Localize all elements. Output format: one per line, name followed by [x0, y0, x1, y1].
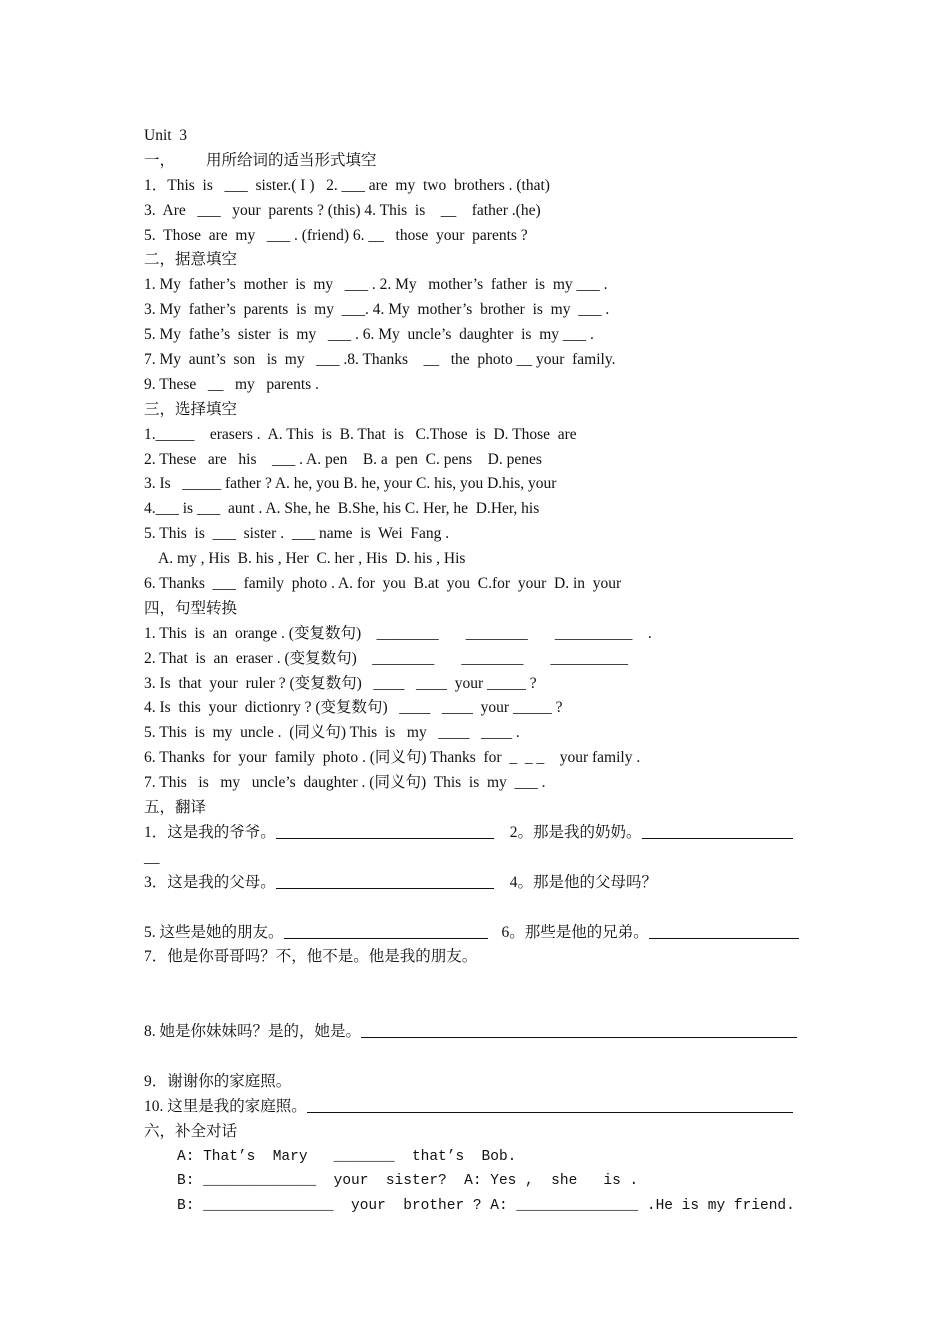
translation-question: 10. 这里是我的家庭照。 — [144, 1097, 307, 1115]
section-2-line: 3. My father’s parents is my ___. 4. My mother’s brother is my ___ . — [144, 301, 610, 319]
section-3-options: A. my , His B. his , Her C. her , His D. his , His — [158, 550, 466, 568]
dialogue-line: B: _______________ your brother ? A: ______________ .He is my friend. — [177, 1198, 795, 1215]
section-3-line: 1._____ erasers . A. This is B. That is C.Those is D. Those are — [144, 425, 577, 443]
section-4-line: 5. This is my uncle . (同义句) This is my ____ ____ . — [144, 724, 520, 742]
answer-blank — [284, 921, 488, 939]
dialogue-line: B: _____________ your sister? A: Yes , she is . — [177, 1173, 639, 1190]
answer-blank — [307, 1095, 793, 1113]
section-1-line: 5. Those are my ___ . (friend) 6. __ those your parents ? — [144, 226, 528, 244]
section-3-line: 2. These are his ___ . A. pen B. a pen C. pens D. penes — [144, 450, 542, 468]
section-2-line: 7. My aunt’s son is my ___ .8. Thanks __ the photo __ your family. — [144, 351, 616, 369]
answer-blank-overflow: __ — [144, 848, 160, 866]
section-4-line: 2. That is an eraser . (变复数句) ________ ________ __________ — [144, 649, 629, 667]
answer-blank — [642, 821, 793, 839]
translation-question: 8. 她是你妹妹吗？是的，她是。 — [144, 1023, 362, 1041]
translation-row-5 — [144, 1095, 808, 1120]
section-4-line: 7. This is my uncle’s daughter . (同义句) This is my ___ . — [144, 774, 546, 792]
translation-row-2 — [144, 871, 808, 896]
section-3-line: 4.___ is ___ aunt . A. She, he B.She, his C. Her, he D.Her, his — [144, 500, 540, 518]
answer-blank — [361, 1020, 797, 1038]
translation-question: 6。那些是他的兄弟。 — [501, 923, 649, 941]
translation-question: 7．他是你哥哥吗？不，他不是。他是我的朋友。 — [144, 948, 478, 966]
section-5-heading: 五，翻译 — [144, 799, 207, 817]
translation-question: 1．这是我的爷爷。 — [144, 823, 276, 841]
section-3-line: 3. Is _____ father ? A. he, you B. he, your C. his, you D.his, your — [144, 475, 557, 493]
section-1-line: 3. Are ___ your parents ? (this) 4. This is __ father .(he) — [144, 201, 541, 219]
answer-blank — [649, 921, 799, 939]
dialogue-line: A: That’s Mary _______ that’s Bob. — [177, 1148, 517, 1165]
section-3-heading: 三，选择填空 — [144, 400, 238, 418]
section-4-line: 4. Is this your dictionry ? (变复数句) ____ ____ your _____ ? — [144, 699, 563, 717]
section-2-line: 9. These __ my parents . — [144, 375, 319, 393]
answer-blank — [276, 821, 494, 839]
section-3-line: 5. This is ___ sister . ___ name is Wei Fang . — [144, 525, 450, 543]
worksheet-page — [144, 124, 808, 1219]
translation-question: 9．谢谢你的家庭照。 — [144, 1072, 292, 1090]
unit-title: Unit 3 — [144, 127, 188, 144]
translation-row-3 — [144, 921, 808, 946]
section-1-heading: 一， 用所给词的适当形式填空 — [144, 151, 377, 169]
translation-question: 3．这是我的父母。 — [144, 873, 276, 891]
section-4-line: 3. Is that your ruler ? (变复数句) ____ ____ your _____ ? — [144, 674, 537, 692]
translation-question: 5. 这些是她的朋友。 — [144, 923, 284, 941]
section-2-heading: 二，据意填空 — [144, 251, 238, 269]
section-2-line: 5. My fathe’s sister is my ___ . 6. My uncle’s daughter is my ___ . — [144, 326, 594, 344]
section-4-line: 6. Thanks for your family photo . (同义句) Thanks for _ _ _ your family . — [144, 749, 641, 767]
section-3-line: 6. Thanks ___ family photo . A. for you B.at you C.for your D. in your — [144, 575, 622, 593]
section-1-line: 1．This is ___ sister.( I ) 2. ___ are my two brothers . (that) — [144, 176, 550, 194]
translation-row-1 — [144, 821, 808, 846]
translation-row-4 — [144, 1020, 808, 1045]
section-2-line: 1. My father’s mother is my ___ . 2. My mother’s father is my ___ . — [144, 276, 608, 294]
answer-blank — [276, 871, 494, 889]
section-4-heading: 四，句型转换 — [144, 599, 238, 617]
section-6-heading: 六，补全对话 — [144, 1122, 238, 1140]
translation-question: 2。那是我的奶奶。 — [509, 823, 642, 841]
section-4-line: 1. This is an orange . (变复数句) ________ ________ __________ . — [144, 624, 652, 642]
translation-question: 4。那是他的父母吗？ — [509, 873, 658, 891]
